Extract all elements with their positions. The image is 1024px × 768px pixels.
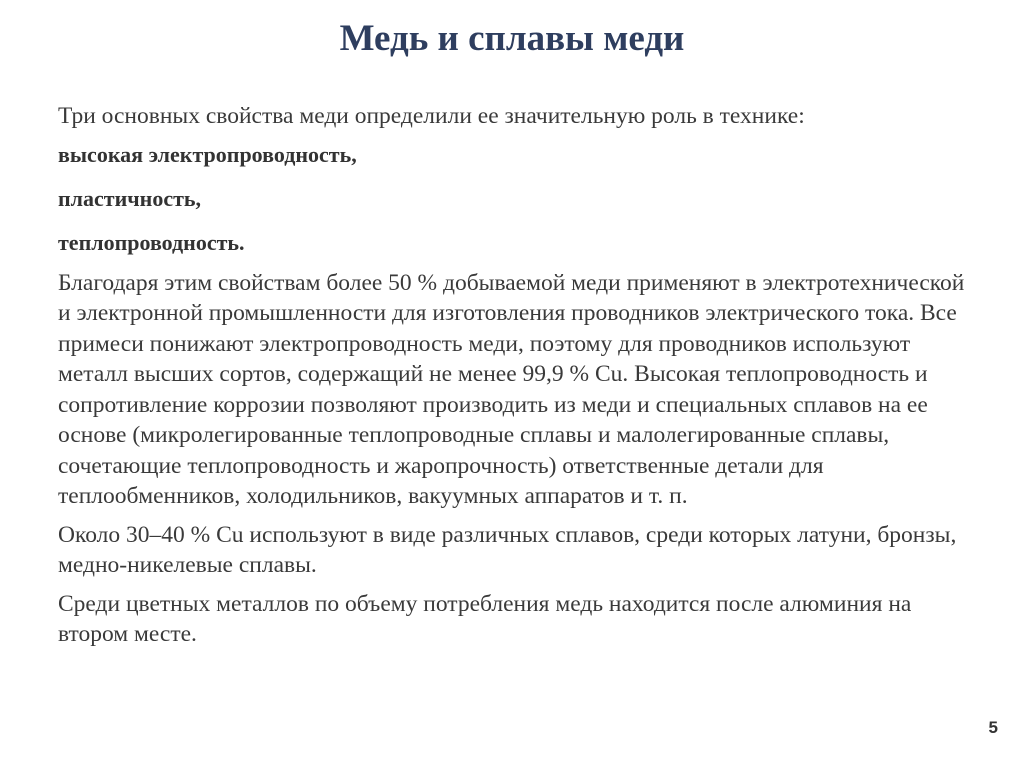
slide-title: Медь и сплавы меди	[339, 18, 685, 59]
intro-text: Три основных свойства меди определили ее значительную роль в технике:	[58, 103, 805, 129]
property-electrical-conductivity: высокая электропроводность,	[58, 141, 357, 167]
property-plasticity: пластичность,	[58, 185, 202, 211]
slide-content	[58, 101, 968, 658]
page-number: 5	[988, 718, 998, 737]
paragraph-consumption: Среди цветных металлов по объему потребления медь находится после алюминия на втором месте.	[58, 590, 912, 647]
paragraph-alloys: Около 30–40 % Cu используют в виде различных сплавов, среди которых латуни, бронзы, медно-никелевые сплавы.	[58, 521, 957, 578]
property-thermal-conductivity: теплопроводность.	[58, 229, 245, 255]
paragraph-applications: Благодаря этим свойствам более 50 % добываемой меди применяют в электротехнической и электронной промышленности для изготовления проводников электрического тока. Все примеси понижают электропроводность меди, поэтому для проводников используют металл высших сортов, содержащий не менее 99,9 % Cu. Высокая теплопроводность и сопротивление коррозии позволяют производить из меди и специальных сплавов на ее основе (микролегированные теплопроводные сплавы и малолегированные сплавы, сочетающие теплопроводность и жаропрочность) ответственные детали для теплообменников, холодильников, вакуумных аппаратов и т. п.	[58, 269, 965, 509]
